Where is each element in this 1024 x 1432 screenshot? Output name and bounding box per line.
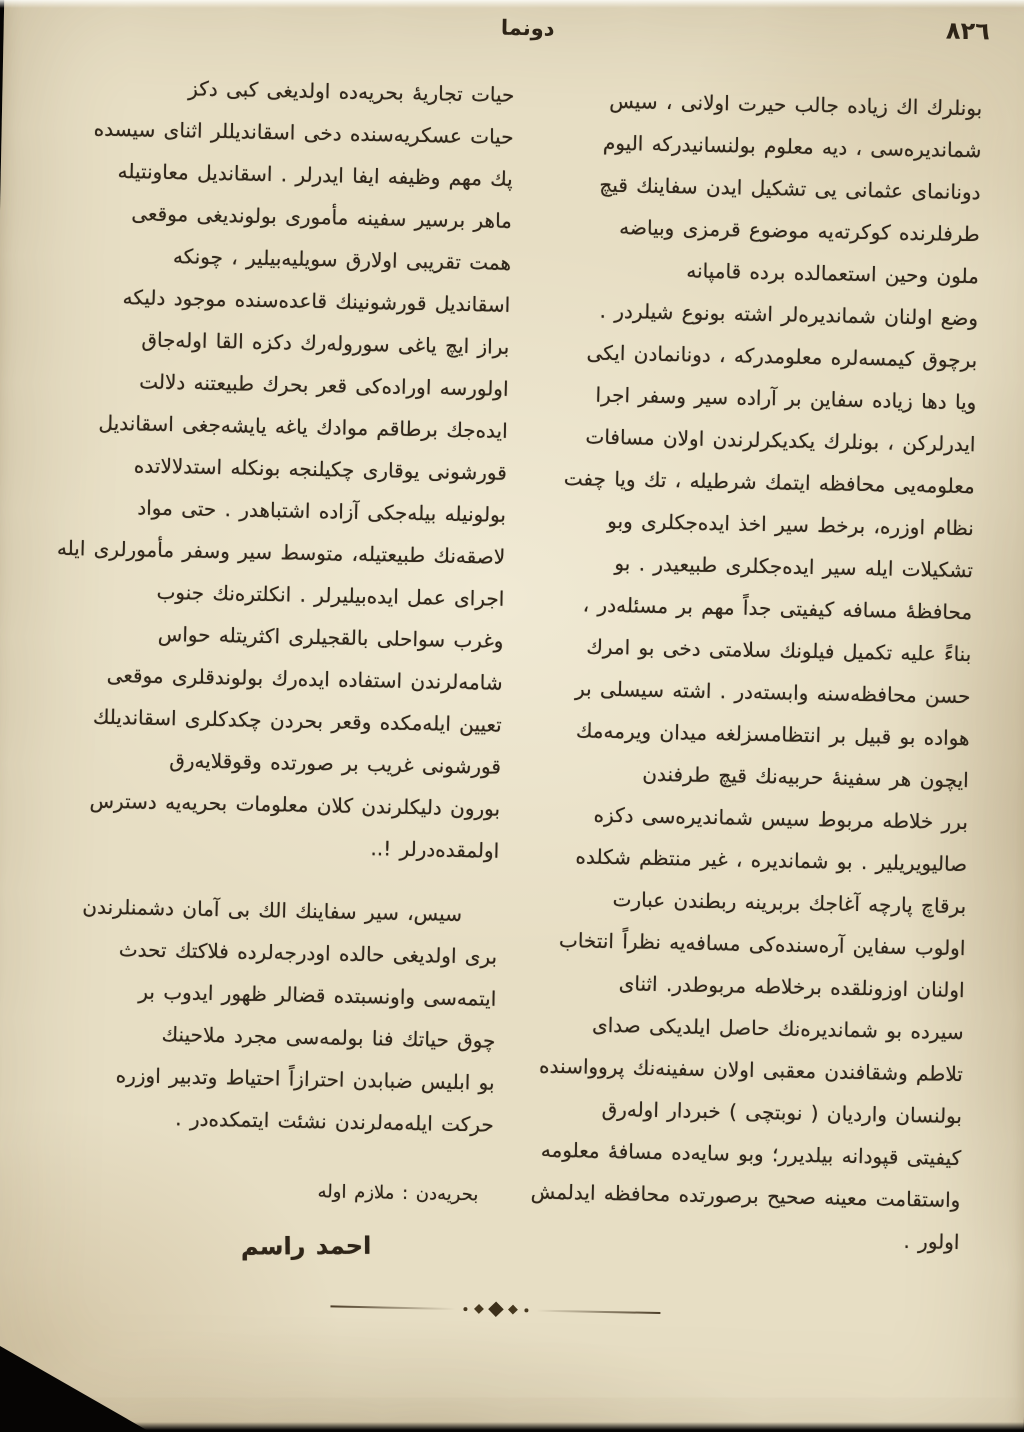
text-line: برر خلاطه مربوط سيس شمانديره‌سی دكزه — [593, 802, 969, 835]
text-line: اسقانديل قورشونينك قاعده‌سنده موجود دليكه — [122, 285, 511, 317]
text-line: بولنسان وارديان ( نوبتچی ) خبردار اوله‌رق — [601, 1096, 963, 1129]
text-line: معلومه‌يی محافظه ايتمك شرطيله ، تك ويا چفت — [563, 465, 975, 499]
text-line: شمانديره‌سی ، ديه معلوم بولنسانيدركه اليوم — [602, 130, 982, 163]
text-line: شامه‌لرندن استفاده ايده‌رك بولوندقلری موقعی — [106, 662, 503, 695]
text-line: اولور . — [903, 1228, 960, 1255]
text-line: ملون وحين استعمالده برده قامپانه — [686, 258, 980, 289]
text-line: پك مهم وظيفه ايفا ايدرلر . اسقانديل معاونتيله — [117, 158, 513, 191]
text-line: لاصقه‌نك طبيعتيله، متوسط سير وسفر مأمورلری ايله — [56, 535, 506, 569]
text-line: هواده بو قبيل بر انتظامسزلغه ميدان ويرمه‌مك — [575, 718, 970, 751]
text-line: بو ابليس ضبابدن احترازاً احتياط وتدبير اوزره — [115, 1063, 495, 1095]
signature-block — [53, 1167, 493, 1272]
text-line: بورون دليكلرندن كلان معلومات بحريه‌يه دسترس — [89, 788, 501, 821]
text-line: حيات تجاريهٔ بحريه‌ده اولديغی كبی دكز — [188, 76, 515, 107]
ornament-diamond — [474, 1304, 484, 1314]
text-line: ايده‌جك برطاقم موادك ياغه يايشه‌جغی اسقانديل — [98, 410, 508, 443]
text-line: صاليويريلير . بو شمانديره ، غير منتظم شكلده — [575, 844, 968, 877]
text-line: محافظهٔ مسافه كيفيتی جداً مهم بر مسئله‌در ، — [582, 592, 973, 625]
text-line: واستقامت معينه صحيح برصورتده محافظه ايدلمش — [530, 1179, 961, 1213]
text-line: اولنان اوزونلقده برخلاطه مربوطدر. اثنای — [618, 971, 965, 1003]
floral-divider-ornament — [330, 1300, 660, 1318]
text-line: حسن محافظه‌سنه وابسته‌در . اشته سيسلی بر — [574, 676, 971, 709]
text-line: همت تقريبی اولارق سويليه‌بيلير ، چونكه — [172, 244, 512, 275]
scan-top-edge-highlight — [0, 0, 1024, 8]
text-line: حيات عسكريه‌سنده دخی اسقانديللر اثنای سيسده — [93, 116, 514, 149]
text-line: كيفيتی قپودانه بيلديرر؛ وبو سايه‌ده مسافهٔ معلومه — [540, 1137, 962, 1171]
page-number: ٨٢٦ — [945, 16, 991, 46]
left-paragraph-1 — [56, 65, 515, 872]
text-line: نظام اوزره، برخط سير اخذ ايده‌جكلری وبو — [607, 508, 975, 541]
text-line: ايچون هر سفينهٔ حربيه‌نك قيچ طرفندن — [642, 761, 970, 793]
text-line: ايتمه‌سی واونسبتده قضالر ظهور ايدوب بر — [138, 979, 497, 1011]
text-line: ماهر برسير سفينه مأموری بولونديغی موقعی — [131, 201, 513, 233]
text-line: وضع اولنان شمانديره‌لر اشته بونوع شيلردر . — [599, 298, 979, 331]
text-line: بولونيله بيله‌جكی آزاده اشتباهدر . حتی مواد — [137, 495, 507, 527]
text-line: تعيين ايله‌مكده وقعر بحردن چكدكلری اسقانديلك — [92, 704, 503, 737]
ornament-line-left — [536, 1309, 661, 1313]
ornament-diamond — [507, 1305, 517, 1315]
ornament-diamond-center — [488, 1301, 504, 1317]
text-line: طرفلرنده كوكرته‌يه موضوع قرمزی وبياضه — [619, 215, 980, 247]
text-line: ايدرلركن ، بونلرك يكديكرلرندن اولان مسافات — [585, 424, 976, 457]
ornament-line-right — [330, 1305, 455, 1309]
right-text-column — [523, 79, 983, 1264]
ornament-dot — [524, 1308, 528, 1312]
text-line: برقاچ پارچه آغاجك بربرينه ربطندن عبارت — [612, 887, 967, 919]
text-line: اولورسه اوراده‌كی قعر بحرك طبيعتنه دلالت — [139, 369, 509, 401]
text-line: حركت ايله‌مه‌لرندن نشئت ايتمكده‌در . — [175, 1106, 494, 1137]
text-line: برچوق كيمسه‌لره معلومدركه ، دونانمادن ايكی — [586, 340, 978, 373]
signature-name: احمد راسم — [240, 1231, 372, 1261]
text-line: قورشونی غريب بر صورتده وقوقلايه‌رق — [169, 748, 502, 779]
text-line: بونلرك اك زياده جالب حيرت اولانی ، سيس — [609, 88, 983, 121]
text-line: چوق حياتك فنا بولمه‌سی مجرد ملاحينك — [161, 1021, 496, 1053]
left-paragraph-2 — [55, 885, 498, 1146]
text-line: اجرای عمل ايده‌بيليرلر . انكلتره‌نك جنوب — [156, 579, 505, 611]
text-line: بری اولديغی حالده اودرجه‌لرده فلاكتك تحدث — [118, 937, 498, 969]
text-line: تلاطم وشقافندن معقبی اولان سفينه‌نك پرووا‌سنده — [538, 1053, 964, 1087]
text-line: وغرب سواحلی بالقجيلری اكثريتله حواس — [157, 621, 504, 653]
text-line: اولمقده‌درلر !.. — [370, 836, 500, 863]
text-line: دونانمای عثمانی يی تشكيل ايدن سفاينك قيچ — [599, 172, 981, 205]
text-line: بناءً عليه تكميل فيلونك سلامتی دخی بو امرك — [586, 634, 972, 667]
text-line: سيس، سير سفاينك الك بی آمان دشمنلرندن — [82, 894, 463, 926]
text-line: تشكيلات ايله سير ايده‌جكلری طبيعيدر . بو — [614, 550, 974, 583]
text-line: ويا دها زياده سفاين بر آراده سير وسفر اجرا — [595, 382, 977, 415]
ornament-dot — [463, 1307, 467, 1311]
text-line: اولوب سفاين آره‌سنده‌كی مسافه‌يه نظراً انتخاب — [558, 927, 966, 961]
left-text-column — [53, 65, 515, 1272]
signature-role: بحريه‌دن : ملازم اوله — [317, 1181, 479, 1206]
text-line: براز ايچ ياغی سوروله‌رك دكزه القا اوله‌جاق — [141, 327, 510, 359]
text-line: سيرده بو شمانديره‌نك حاصل ايلديكی صدای — [591, 1012, 964, 1045]
text-line: قورشونی يوقاری چكيلنجه بونكله استدلالاتده — [133, 453, 508, 485]
page-header-title: دونما — [500, 15, 555, 41]
scan-bottom-edge-shadow — [0, 1422, 1024, 1432]
